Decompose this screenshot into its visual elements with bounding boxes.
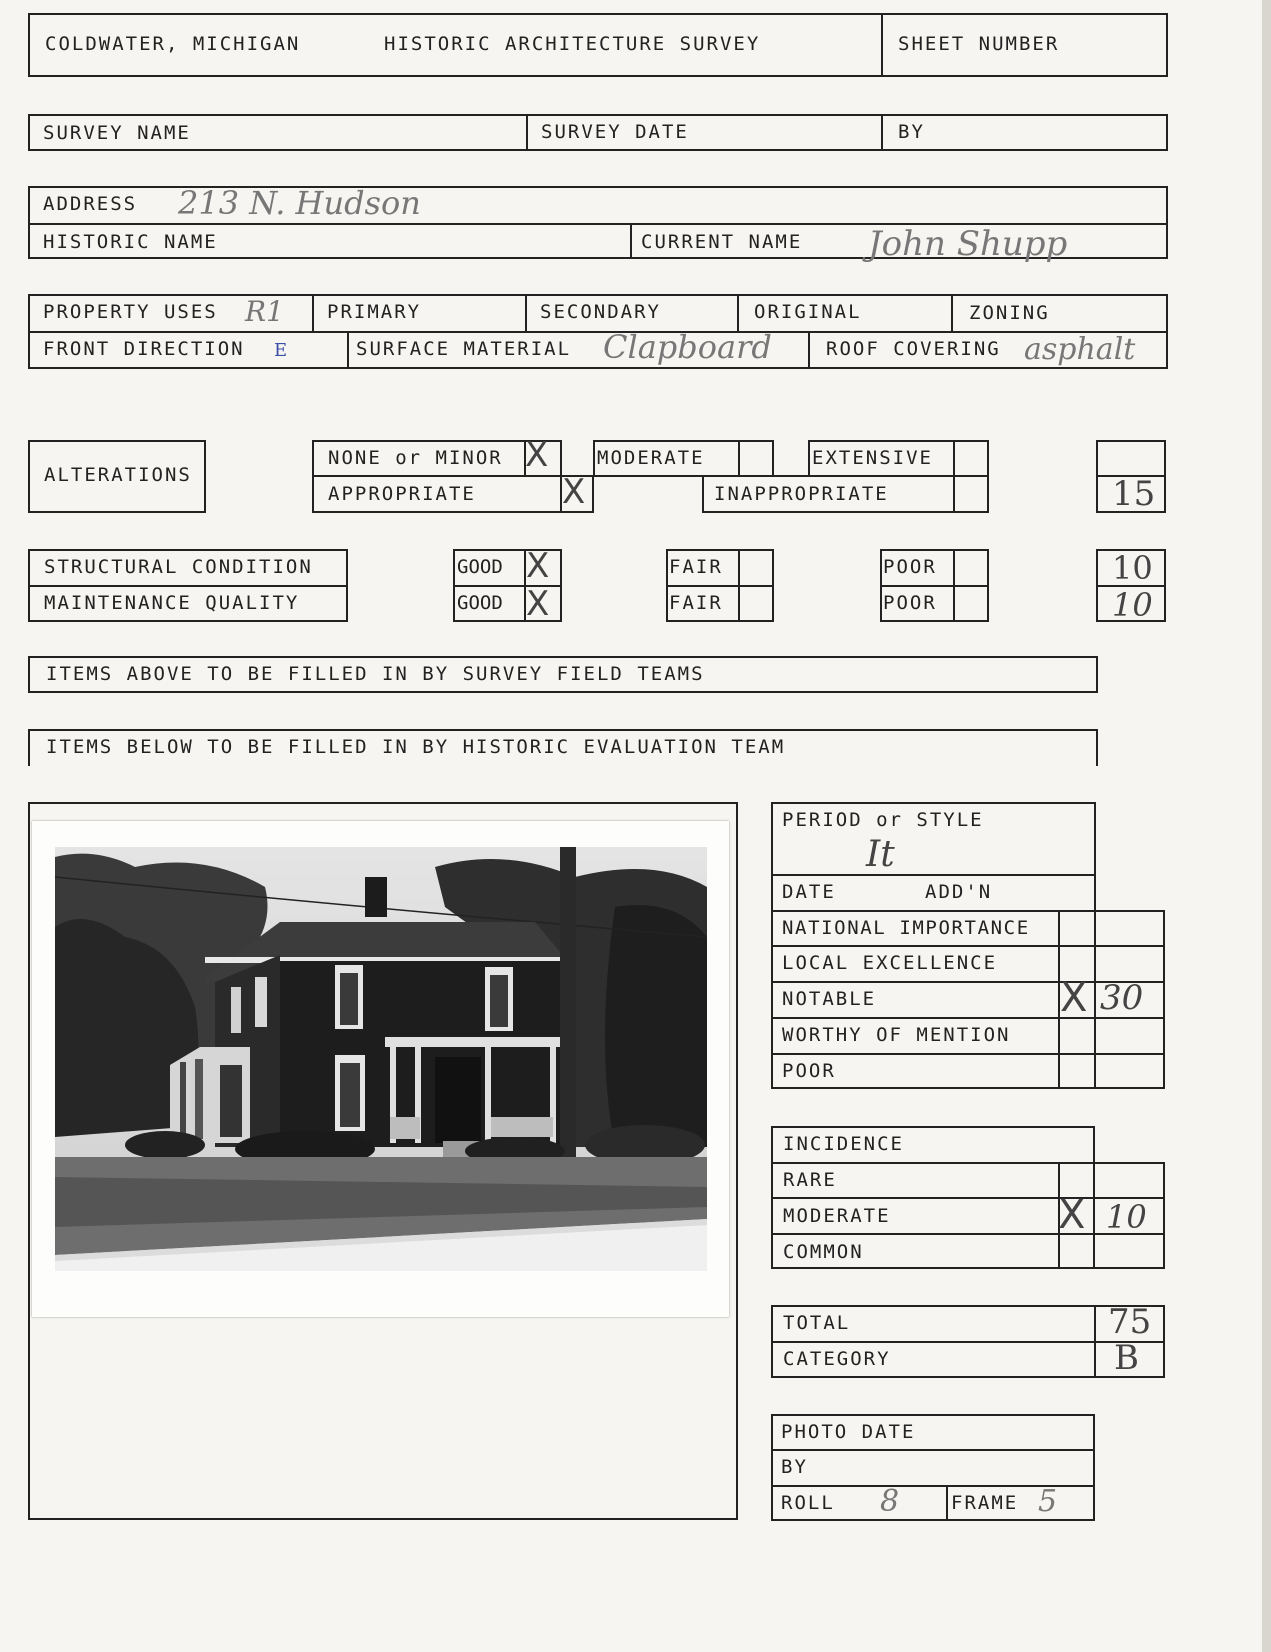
surface-material-value: Clapboard bbox=[603, 328, 772, 366]
form-title: HISTORIC ARCHITECTURE SURVEY bbox=[384, 33, 761, 55]
current-name-value: John Shupp bbox=[868, 224, 1068, 264]
alterations-label: ALTERATIONS bbox=[44, 464, 192, 486]
utility-pole bbox=[560, 847, 576, 1192]
tree-right-dark bbox=[605, 905, 707, 1147]
city-label: COLDWATER, MICHIGAN bbox=[45, 33, 301, 55]
notable-check: X bbox=[1060, 975, 1088, 1021]
roll-value: 8 bbox=[880, 1484, 900, 1519]
shrub bbox=[125, 1131, 205, 1159]
poor-label-1: POOR bbox=[883, 556, 937, 578]
address-label: ADDRESS bbox=[43, 193, 138, 215]
incidence-moderate-score: 10 bbox=[1106, 1198, 1147, 1236]
property-uses-label: PROPERTY USES bbox=[43, 301, 218, 323]
fair-label-1: FAIR bbox=[669, 556, 723, 578]
notable-label: NOTABLE bbox=[782, 988, 877, 1010]
total-label: TOTAL bbox=[783, 1312, 851, 1334]
none-minor-label: NONE or MINOR bbox=[328, 447, 503, 469]
maintenance-quality-label: MAINTENANCE QUALITY bbox=[44, 592, 300, 614]
category-value: B bbox=[1114, 1338, 1139, 1378]
porch-railing bbox=[491, 1117, 553, 1137]
good-label-2: GOOD bbox=[457, 592, 503, 614]
historic-name-label: HISTORIC NAME bbox=[43, 231, 218, 253]
incidence-label: INCIDENCE bbox=[783, 1133, 904, 1155]
primary-label: PRIMARY bbox=[327, 301, 422, 323]
address-value: 213 N. Hudson bbox=[178, 184, 421, 222]
maintenance-score: 10 bbox=[1112, 586, 1153, 624]
poor-label-2: POOR bbox=[883, 592, 937, 614]
window bbox=[231, 987, 241, 1033]
chimney bbox=[365, 877, 387, 917]
porch-post bbox=[485, 1047, 491, 1143]
moderate-label: MODERATE bbox=[597, 447, 705, 469]
porch-railing bbox=[390, 1117, 420, 1139]
sheet-number-label: SHEET NUMBER bbox=[898, 33, 1060, 55]
incidence-moderate-label: MODERATE bbox=[783, 1205, 891, 1227]
fair-label-2: FAIR bbox=[669, 592, 723, 614]
roof-covering-label: ROOF COVERING bbox=[826, 338, 1001, 360]
alterations-score: 15 bbox=[1112, 474, 1156, 514]
property-uses-value: R1 bbox=[245, 295, 284, 328]
category-label: CATEGORY bbox=[783, 1348, 891, 1370]
survey-name-label: SURVEY NAME bbox=[43, 122, 191, 144]
house-photo bbox=[55, 847, 707, 1271]
porch-roof bbox=[385, 1037, 560, 1047]
worthy-of-mention-label: WORTHY OF MENTION bbox=[782, 1024, 1011, 1046]
current-name-label: CURRENT NAME bbox=[641, 231, 803, 253]
zoning-label: ZONING bbox=[969, 302, 1050, 324]
frame-label: FRAME bbox=[951, 1492, 1019, 1514]
survey-date-label: SURVEY DATE bbox=[541, 121, 689, 143]
common-label: COMMON bbox=[783, 1241, 864, 1263]
appropriate-label: APPROPRIATE bbox=[328, 483, 476, 505]
extensive-label: EXTENSIVE bbox=[812, 447, 933, 469]
window bbox=[255, 977, 267, 1027]
period-style-value: It bbox=[866, 834, 895, 875]
note-above: ITEMS ABOVE TO BE FILLED IN BY SURVEY FIELD TEAMS bbox=[46, 663, 705, 685]
local-excellence-label: LOCAL EXCELLENCE bbox=[782, 952, 998, 974]
total-value: 75 bbox=[1108, 1302, 1152, 1342]
structural-condition-label: STRUCTURAL CONDITION bbox=[44, 556, 313, 578]
surface-material-label: SURFACE MATERIAL bbox=[356, 338, 572, 360]
structural-score: 10 bbox=[1112, 549, 1153, 587]
roll-label: ROLL bbox=[781, 1492, 835, 1514]
notable-score: 30 bbox=[1100, 978, 1144, 1018]
rare-label: RARE bbox=[783, 1169, 837, 1191]
photo-date-label: PHOTO DATE bbox=[781, 1421, 916, 1443]
good-label-1: GOOD bbox=[457, 556, 503, 578]
original-label: ORIGINAL bbox=[754, 301, 862, 323]
date-label: DATE bbox=[782, 881, 836, 903]
photo-by-label: BY bbox=[781, 1456, 808, 1478]
frame-value: 5 bbox=[1038, 1484, 1058, 1519]
front-door bbox=[435, 1057, 481, 1143]
eval-poor-label: POOR bbox=[782, 1060, 836, 1082]
front-direction-label: FRONT DIRECTION bbox=[43, 338, 245, 360]
incidence-moderate-check: X bbox=[1058, 1192, 1086, 1238]
maintenance-good-check: X bbox=[526, 584, 550, 624]
period-style-label: PERIOD or STYLE bbox=[782, 809, 984, 831]
survey-by-label: BY bbox=[898, 121, 925, 143]
addn-label: ADD'N bbox=[925, 881, 993, 903]
national-importance-label: NATIONAL IMPORTANCE bbox=[782, 917, 1030, 939]
secondary-label: SECONDARY bbox=[540, 301, 661, 323]
roof-covering-value: asphalt bbox=[1024, 332, 1136, 367]
page-edge bbox=[1262, 0, 1271, 1652]
structural-good-check: X bbox=[526, 546, 550, 586]
appropriate-check: X bbox=[562, 472, 586, 512]
front-direction-value: E bbox=[274, 340, 288, 361]
inappropriate-label: INAPPROPRIATE bbox=[714, 483, 889, 505]
none-minor-check: X bbox=[525, 435, 549, 475]
note-below: ITEMS BELOW TO BE FILLED IN BY HISTORIC EVALUATION TEAM bbox=[46, 736, 786, 758]
